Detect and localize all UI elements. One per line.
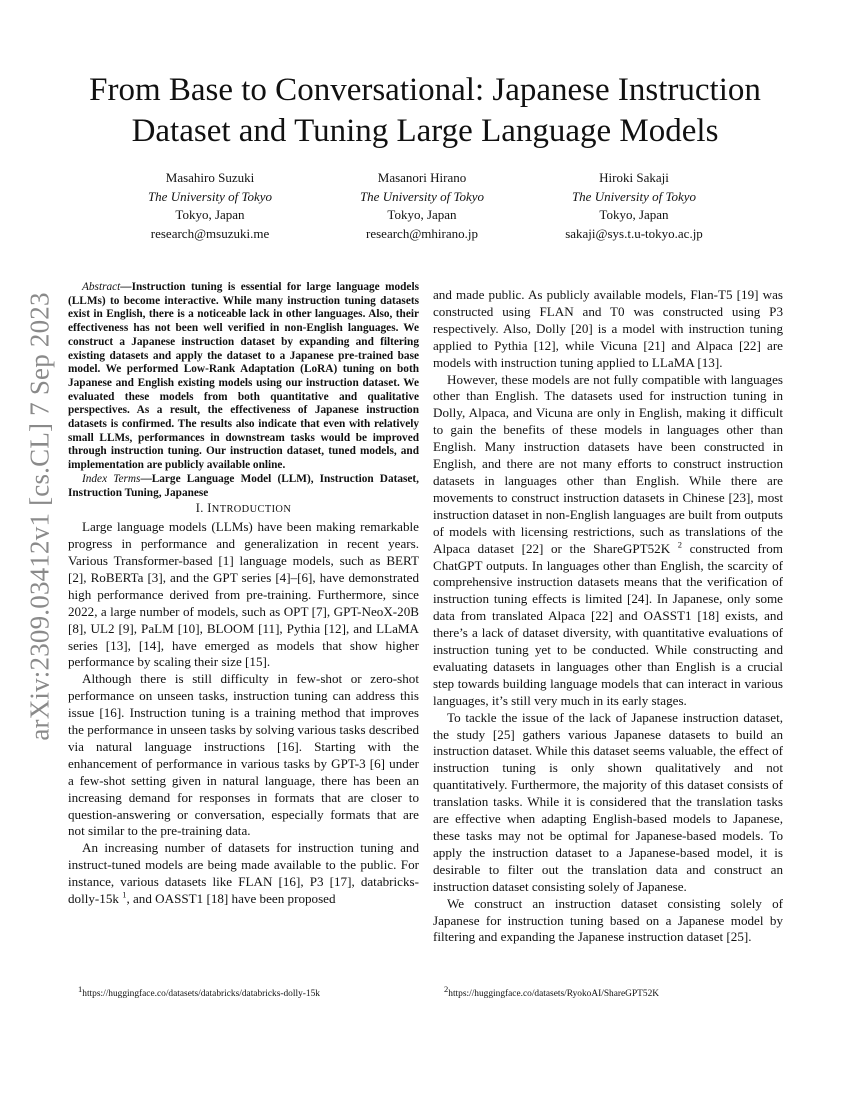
author-block-3 — [509, 169, 759, 243]
author-location: Tokyo, Japan — [175, 207, 245, 222]
footnote-marker: 1 — [122, 889, 127, 900]
intro-paragraph-3-continued: and made public. As publicly available models, Flan-T5 [19] was constructed using FLAN and T0 was constructed using P3 respectively. Also, Dolly [20] is a model with instruction tuning applied to Pythia [12], while Vicuna [21] and Alpaca [22] are models with instruction tuning applied to LLaMA [13]. — [433, 287, 783, 370]
intro-paragraph-2: Although there is still difficulty in few-shot or zero-shot performance on unseen tasks, instruction tuning can address this issue [16]. Instruction tuning is a training method that improves the performance in unseen tasks by solving various tasks described via natural language instructions [16]. Starting with the enhancement of performance in various tasks by GPT-3 [6] under a few-shot setting given in natural language, there has been an increasing demand for responses in formats that are closer to question-answering or conversation, especially formats that are not similar to the pre-training data. — [68, 671, 419, 839]
intro-paragraph-3 — [68, 840, 419, 908]
author-affiliation: The University of Tokyo — [359, 188, 485, 204]
footnote-url[interactable]: https://huggingface.co/datasets/databricks/databricks-dolly-15k — [82, 989, 320, 999]
section-numeral: I. I — [195, 501, 212, 516]
left-column — [68, 281, 419, 908]
paragraph-text: However, these models are not fully compatible with languages other than English. The datasets used for instruction tuning in Dolly, Alpaca, and Vicuna are only in English, making it difficult to gain the benefits of these models in languages other than English. Many instruction datasets have been constructed in English, and there are not many efforts to construct instruction datasets in languages other than English. While there are movements to construct instruction datasets in Chinese [23], most instruction dataset in non-English languages are built from outputs of models with licensing restrictions, such as translations of the Alpaca dataset [22] or the ShareGPT52K — [433, 371, 783, 556]
arxiv-identifier-text: arXiv:2309.03412v1 [cs.CL] 7 Sep 2023 — [24, 291, 55, 741]
index-terms — [68, 473, 419, 500]
author-email: research@mhirano.jp — [366, 225, 478, 241]
intro-paragraph-1: Large language models (LLMs) have been making remarkable progress in performance and generalization in recent years. Various Transformer-based [1] language models, such as BERT [2], RoBERTa [3], and the GPT series [4]–[6], have demonstrated high performance derived from pre-training. Furthermore, since 2022, a large number of models, such as OPT [7], GPT-NeoX-20B [8], UL2 [9], PaLM [10], BLOOM [11], Pythia [12], and LLaMA series [13], [14], have emerged as models that show higher performance by scaling their size [15]. — [68, 519, 419, 670]
author-name: Masahiro Suzuki — [165, 170, 255, 185]
paragraph-text: An increasing number of datasets for instruction tuning and instruct-tuned models are being made available to the public. For instance, various datasets like FLAN [16], P3 [17], databricks-dolly-15k — [68, 840, 419, 907]
intro-paragraph-4 — [433, 372, 783, 710]
author-email: research@msuzuki.me — [150, 225, 270, 241]
paper-title-line-2: Dataset and Tuning Large Language Models — [131, 113, 719, 149]
footnote-marker: 2 — [677, 539, 683, 550]
index-terms-text: —Large Language Model (LLM), Instruction Dataset, Instruction Tuning, Japanese — [68, 472, 419, 499]
abstract-text: —Instruction tuning is essential for large language models (LLMs) to become interactive. While many instruction tuning datasets exist in English, there is a noticeable lack in other languages. Also, their effectiveness has not been well verified in non-English languages. We construct a Japanese instruction dataset by expanding and filtering existing datasets and apply the dataset to a Japanese pre-trained base model. We performed Low-Rank Adaptation (LoRA) tuning on both Japanese and English existing models using our instruction dataset. We evaluated these models from both quantitative and qualitative perspectives. As a result, the effectiveness of Japanese instruction datasets is confirmed. The results also indicate that even with relatively small LLMs, performances in downstream tasks would be improved through instruction tuning. Our instruction dataset, tuned models, and implementation are publicly available online. — [68, 281, 419, 472]
intro-paragraph-6: We construct an instruction dataset consisting solely of Japanese for instruction tuning based on a Japanese model by filtering and expanding the Japanese instruction dataset [25]. — [433, 895, 783, 945]
right-column — [433, 287, 783, 946]
abstract-label: Abstract — [82, 281, 121, 293]
intro-paragraph-5: To tackle the issue of the lack of Japanese instruction dataset, the study [25] gathers various Japanese datasets to build an instruction dataset. While this dataset seems valuable, the effect of instruction tuning is only shown qualitatively and not quantitatively. Furthermore, the majority of this dataset consists of translation tasks. While it is considered that the translation tasks are effective when adapting English-based models to Japanese, these tasks may not be optimal for Japanese-based models. To apply the instruction dataset to a Japanese-based model, it is desirable to filter out the translation data and construct an instruction dataset consisting solely of Japanese. — [433, 709, 783, 894]
author-affiliation: The University of Tokyo — [147, 188, 273, 204]
section-heading-introduction — [68, 500, 419, 519]
paper-title-line-1: From Base to Conversational: Japanese Instruction — [89, 72, 761, 108]
abstract — [68, 281, 419, 473]
author-affiliation: The University of Tokyo — [571, 188, 697, 204]
paper-title — [60, 70, 790, 152]
footnote-mark: 2 — [444, 983, 449, 994]
paragraph-text: , and OASST1 [18] have been proposed — [126, 891, 336, 907]
author-name: Masanori Hirano — [377, 170, 467, 185]
author-name: Hiroki Sakaji — [599, 170, 669, 185]
author-email: sakaji@sys.t.u-tokyo.ac.jp — [565, 225, 703, 241]
footnote-mark: 1 — [78, 983, 83, 994]
index-terms-label: Index Terms — [82, 472, 141, 485]
section-name: NTRODUCTION — [211, 504, 292, 516]
footnote-url[interactable]: https://huggingface.co/datasets/RyokoAI/ShareGPT52K — [448, 989, 660, 999]
author-location: Tokyo, Japan — [599, 207, 669, 222]
footnote-2 — [444, 983, 660, 1000]
author-location: Tokyo, Japan — [387, 207, 457, 222]
footnote-1 — [78, 983, 320, 1000]
paragraph-text: constructed from ChatGPT outputs. In languages other than English, the scarcity of comprehensive instruction datasets means that the verification of instruction tuning effects is limited [24]. In Japanese, only some data from translated Alpaca [22] and OASST1 [18] exists, and there’s a lack of dataset diversity, with quantitative evaluations of instruction tuning yet to be conducted. While constructing and evaluating datasets in languages other than English is a crucial step towards building language models that can interact in various languages, it’s still very much in its early stages. — [433, 540, 783, 708]
arxiv-identifier-stamp — [18, 291, 62, 741]
